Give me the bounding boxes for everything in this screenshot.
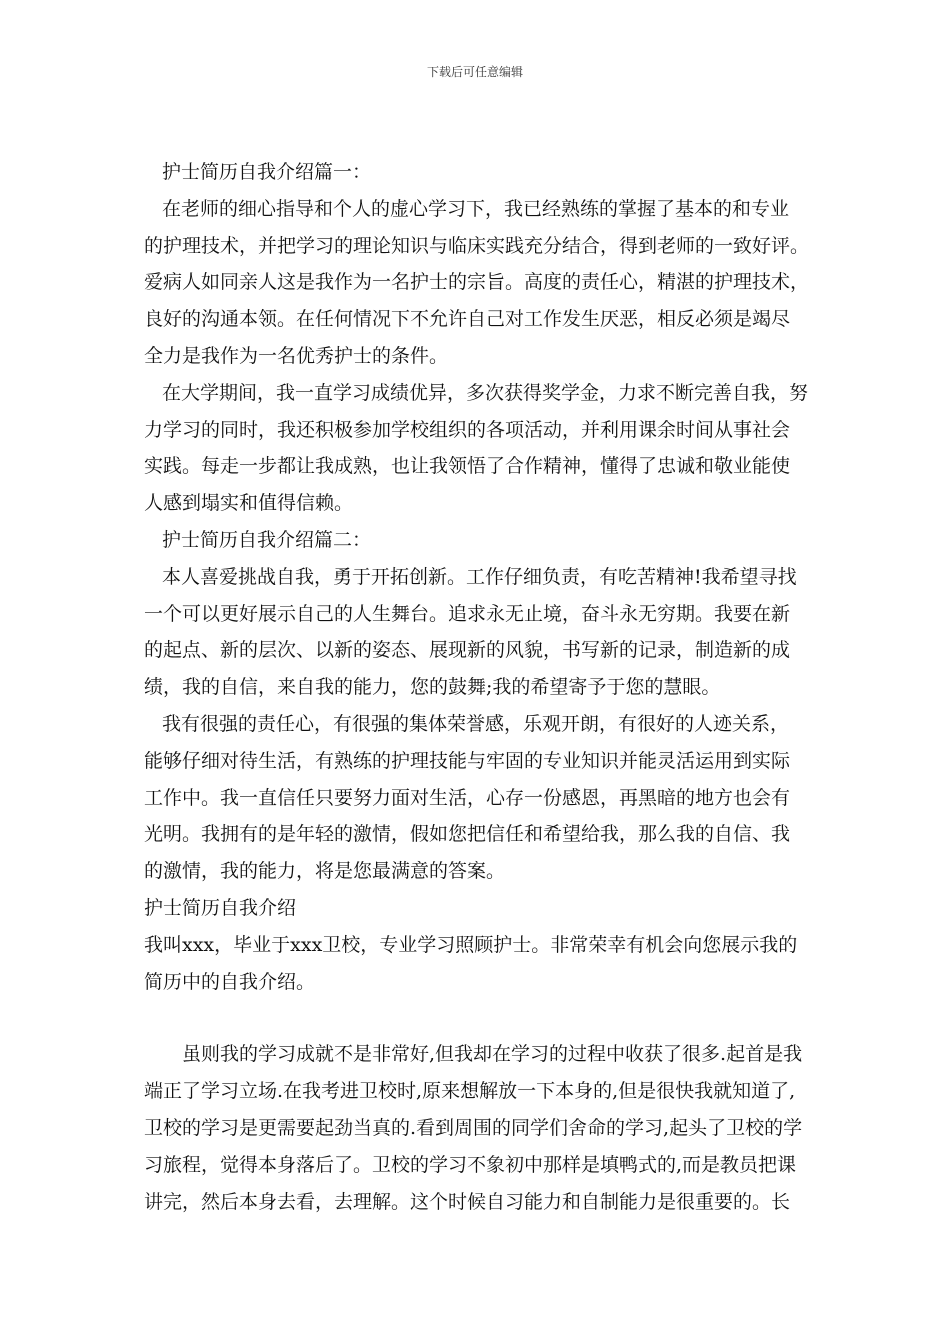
page-header-note: 下载后可任意编辑 [426,65,523,79]
text-line: 的激情，我的能力，将是您最满意的答案。 [144,860,506,883]
text-line: 的起点、新的层次、以新的姿态、展现新的风貌，书写新的记录，制造新的成 [144,639,791,662]
text-line: 一个可以更好展示自己的人生舞台。追求永无止境，奋斗永无穷期。我要在新 [144,602,791,625]
text-line: 简历中的自我介绍。 [144,970,316,993]
text-line: 实践。每走一步都让我成熟，也让我领悟了合作精神，懂得了忠诚和敬业能使 [144,455,791,478]
text-line: 本人喜爱挑战自我，勇于开拓创新。工作仔细负责，有吃苦精神!我希望寻找 [162,565,797,588]
text-line: 在老师的细心指导和个人的虚心学习下，我已经熟练的掌握了基本的和专业 [162,197,790,220]
text-line: 讲完，然后本身去看，去理解。这个时候自习能力和自制能力是很重要的。长 [144,1190,791,1213]
text-line: 在大学期间，我一直学习成绩优异，多次获得奖学金，力求不断完善自我，努 [162,381,809,404]
text-line: 的护理技术，并把学习的理论知识与临床实践充分结合，得到老师的一致好评。 [144,234,810,257]
text-line: 人感到塌实和值得信赖。 [144,492,354,515]
text-line: 光明。我拥有的是年轻的激情，假如您把信任和希望给我，那么我的自信、我 [144,823,791,846]
text-line: 我有很强的责任心，有很强的集体荣誉感，乐观开朗，有很好的人迹关系， [162,712,790,735]
text-line: 良好的沟通本领。在任何情况下不允许自己对工作发生厌恶，相反必须是竭尽 [144,308,791,331]
text-line: 爱病人如同亲人这是我作为一名护士的宗旨。高度的责任心，精湛的护理技术， [144,271,810,294]
text-line: 我叫xxx，毕业于xxx卫校，专业学习照顾护士。非常荣幸有机会向您展示我的 [144,933,798,956]
paragraph-gap [144,1000,814,1036]
document-body [144,154,814,1220]
section-heading-3: 护士简历自我介绍 [144,896,297,919]
text-line: 端正了学习立场.在我考进卫校时,原来想解放一下本身的,但是很快我就知道了, [144,1080,796,1103]
text-line: 力学习的同时，我还积极参加学校组织的各项活动，并利用课余时间从事社会 [144,418,791,441]
section-heading-2: 护士简历自我介绍篇二： [162,528,372,551]
text-line: 能够仔细对待生活，有熟练的护理技能与牢固的专业知识并能灵活运用到实际 [144,749,791,772]
text-line: 习旅程，觉得本身落后了。卫校的学习不象初中那样是填鸭式的,而是教员把课 [144,1153,797,1176]
text-line: 绩，我的自信，来自我的能力，您的鼓舞;我的希望寄予于您的慧眼。 [144,676,721,699]
text-line: 全力是我作为一名优秀护士的条件。 [144,344,449,367]
text-line: 工作中。我一直信任只要努力面对生活，心存一份感恩，再黑暗的地方也会有 [144,786,791,809]
text-line: 卫校的学习是更需要起劲当真的.看到周围的同学们舍命的学习,起头了卫校的学 [144,1116,803,1139]
text-line: 虽则我的学习成就不是非常好,但我却在学习的过程中收获了很多.起首是我 [182,1043,803,1066]
section-heading-1: 护士简历自我介绍篇一： [162,161,372,183]
